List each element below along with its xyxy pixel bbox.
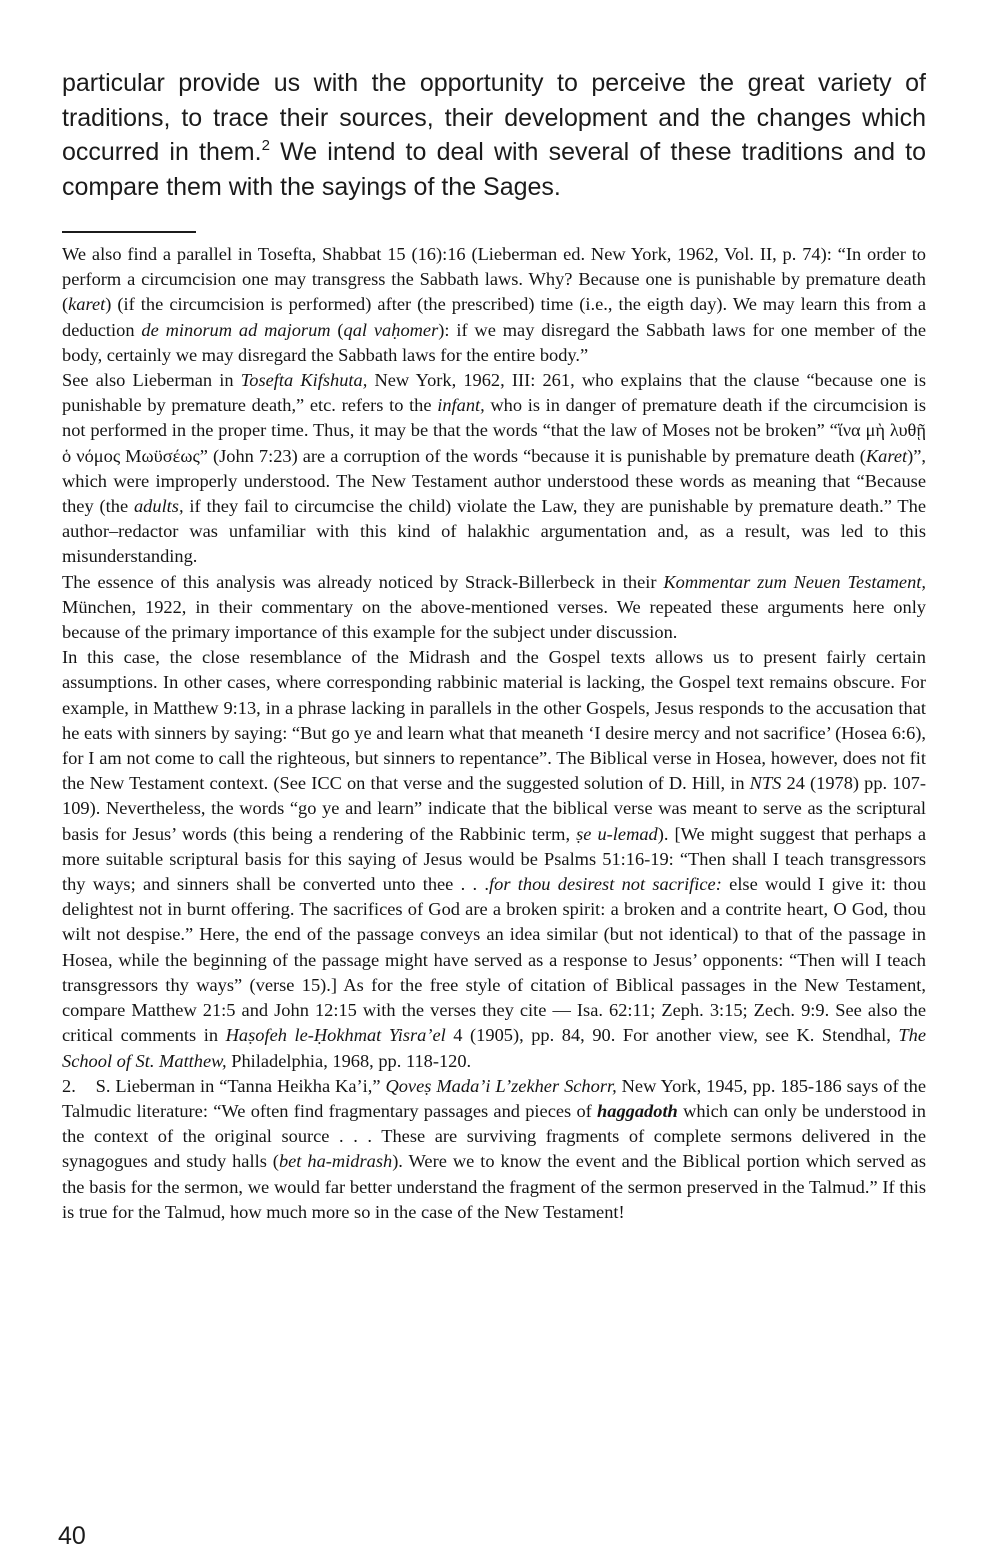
footnotes [62,242,926,1225]
note-italic: for thou desirest not sacrifice: [489,874,722,895]
note-italic: qal vaḥomer [343,319,439,340]
note-text: The essence of this analysis was already noticed by Strack-Billerbeck in their [62,571,664,592]
note-italic: Kommentar zum Neuen Testament, [663,571,926,592]
note-italic: bet ha-midrash [278,1151,393,1172]
note-paragraph-lieberman [62,368,926,570]
note-italic: Haṣofeh le-Ḥokhmat Yisra’el [225,1025,446,1046]
note-italic: adults, [133,496,184,517]
note-paragraph-tosefta [62,242,926,368]
note-italic: Tosefta Kifshuta, [240,370,368,391]
note-bold-italic: haggadoth [597,1100,678,1121]
note-text: ( [330,319,344,340]
note-text: 24 (1978) pp. 107-109). Nevertheless, the words “go ye and learn” indicate that the biblical verse was meant to serve as the scriptural basis for Jesus’ words (this being a rendering of the Rabbinic term, [62,773,926,844]
note-paragraph-2 [62,1074,926,1225]
note-italic: The School of St. Matthew, [62,1025,926,1071]
note-text: )”, which were improperly understood. The New Testament author understood these words as meaning that “Because they (the [62,445,926,517]
note-text: ). [We might suggest that perhaps a more suitable scriptural basis for this saying of Jesus would be Psalms 51:16-19: “Then shall I teach transgressors thy ways; and sinners shall be converted unto thee . . . [62,823,926,895]
note-text: See also Lieberman in [62,370,241,391]
note-text: New York, 1962, III: 261, who explains that the clause “because one is punishable by premature death,” etc. refers to the [62,370,926,416]
note-text: München, 1922, in their commentary on the above-mentioned verses. We repeated these arguments here only because of the primary importance of this example for the subject under discussion. [62,596,926,643]
note-text: In this case, the close resemblance of the Midrash and the Gospel texts allows us to present fairly certain assumptions. In other cases, where corresponding rabbinic material is lacking, the Gospel text remains obscure. For example, in Matthew 9:13, in a phrase lacking in parallels in the other Gospels, Jesus responds to the accusation that he eats with sinners by saying: “But go ye and learn what that meaneth ‘I desire mercy and not sacrifice’ (Hosea 6:6), for I am not come to call the righteous, but sinners to repentance”. The Biblical verse in Hosea, however, does not fit the New Testament context. (See ICC on that verse and the suggested solution of D. Hill, in [62,647,926,794]
note-italic: Karet [865,445,908,466]
note-text: if they fail to circumcise the child) violate the Law, they are punishable by premature death.” The author–redactor was unfamiliar with this kind of halakhic argumentation and, as a result, was led to this misunderstanding. [62,496,927,567]
note-italic: Qoveṣ Mada’i L’zekher Schorr, [385,1075,617,1096]
main-text-part-2: We intend to deal with several of these traditions and to compare them with the sayings of the Sages. [62,138,927,201]
note-italic: NTS [749,773,782,794]
note-text: ): if we may disregard the Sabbath laws for one member of the body, certainly we may disregard the Sabbath laws for the entire body.” [62,319,927,365]
note-italic: karet [68,294,106,315]
note-text: else would I give it: thou delightest not in burnt offering. The sacrifices of God are a broken spirit: a broken and a contrite heart, O God, thou wilt not despise.” Here, the end of the passage conveys an idea similar (but not identical) to that of the passage in Hosea, while the beginning of the passage might have served as a response to Jesus’ opponents: “Then will I teach transgressors thy ways” (verse 15).] As for the free style of citation of Biblical passages in the New Testament, compare Matthew 21:5 and John 12:15 with the verses they cite — Isa. 62:11; Zeph. 3:15; Zech. 9:9. See also the critical comments in [62,874,927,1046]
footnote-divider [62,231,196,233]
note-number: 2. [62,1075,76,1096]
note-text: We also find a parallel in Tosefta, Shabbat 15 (16):16 (Lieberman ed. New York, 1962, Vol. II, p. 74): “In order to perform a circumcision one may transgress the Sabbath laws. Why? Because one is punishable by premature death ( [62,244,926,315]
note-text: Philadelphia, 1968, pp. 118-120. [226,1050,472,1071]
note-text: S. Lieberman in “Tanna Heikha Ka’i,” [95,1075,386,1096]
note-paragraph-strack-billerbeck [62,570,926,646]
note-text: who is in danger of premature death if the circumcision is not performed in the proper time. Thus, it may be that the words “that the law of Moses not be broken” “ἵνα μὴ λυθῇ ὁ νόμος Μωϋσέως” (John 7:23) are a corruption of the words “because it is punishable by premature death ( [62,395,926,466]
note-text: ) (if the circumcision is performed) after (the prescribed) time (i.e., the eigth day). We may learn this from a deduction [62,294,926,340]
note-italic: infant, [437,395,485,416]
main-paragraph [62,66,926,204]
main-text-part-1: particular provide us with the opportunity to perceive the great variety of traditions, to trace their sources, their development and the changes which occurred in them. [62,69,926,166]
footnote-reference: 2 [261,137,270,154]
note-text: 4 (1905), pp. 84, 90. For another view, see K. Stendhal, [445,1025,899,1046]
note-text: New York, 1945, pp. 185-186 says of the Talmudic literature: “We often find fragmentary passages and pieces of [62,1075,926,1121]
page-number: 40 [58,1522,86,1550]
note-italic: de minorum ad majorum [141,319,331,340]
note-text: ). Were we to know the event and the Biblical portion which served as the basis for the sermon, we would far better understand the fragment of the sermon preserved in the Talmud.” If this is true for the Talmud, how much more so in the case of the New Testament! [62,1151,926,1222]
note-text: which can only be understood in the context of the original source . . . These are surviving fragments of complete sermons delivered in the synagogues and study halls ( [62,1100,926,1172]
note-italic: ṣe u-lemad [576,823,658,844]
note-paragraph-midrash-gospel [62,645,926,1073]
